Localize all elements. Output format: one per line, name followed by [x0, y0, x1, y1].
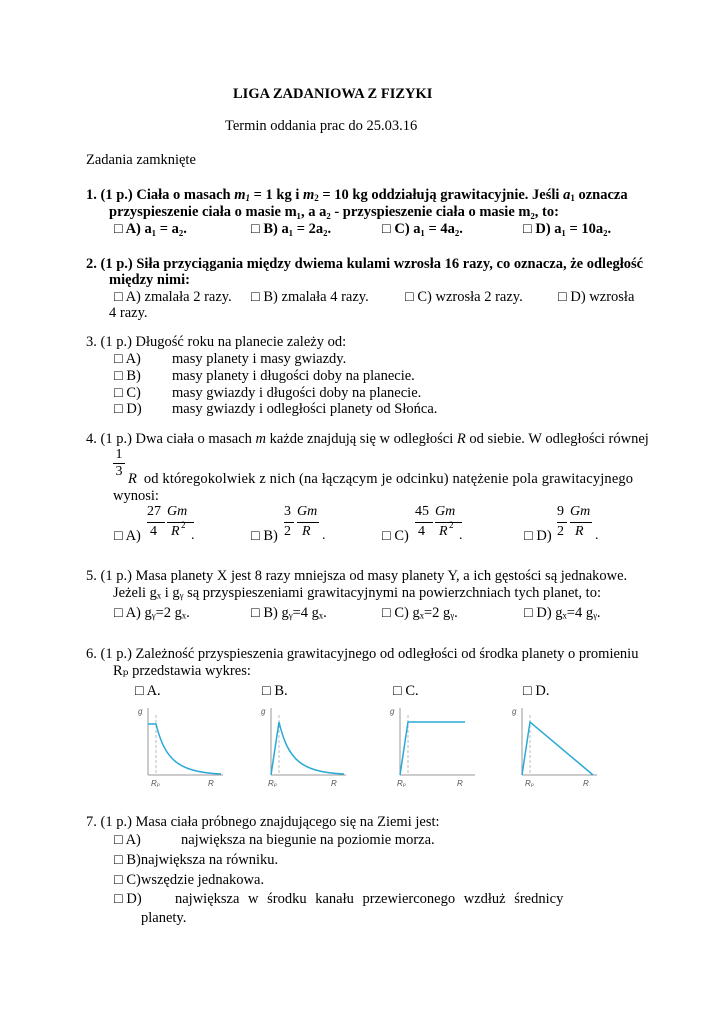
axis-g-label: g — [390, 707, 395, 716]
q2-option-c[interactable]: □ C) wzrosła 2 razy. — [405, 289, 523, 305]
axis-r-label: R — [331, 779, 337, 788]
rp-label: Rₚ — [525, 779, 535, 788]
q4-option-c[interactable]: □ C) — [382, 528, 409, 544]
q1-option-a[interactable]: □ A) a₁ = a₂. — [114, 221, 187, 237]
q4-option-a[interactable]: □ A) — [114, 528, 141, 544]
q2-option-a[interactable]: □ A) zmalała 2 razy. — [114, 289, 232, 305]
q3-option-d[interactable]: □ D) — [114, 401, 142, 417]
q6-graph-b — [256, 700, 356, 795]
q1-line2: przyspieszenie ciała o masie m₁, a a₂ - przyspieszenie ciała o masie m₂, to: — [109, 204, 559, 220]
page-title: LIGA ZADANIOWA Z FIZYKI — [233, 86, 433, 102]
axis-r-label: R — [583, 779, 589, 788]
axis-g-label: g — [512, 707, 517, 716]
q7-text-d-cont: planety. — [141, 910, 187, 926]
q5-line1: 5. (1 p.) Masa planety X jest 8 razy mniejsza od masy planety Y, a ich gęstości są jednakowe. — [86, 568, 628, 584]
q6-graph-c — [385, 700, 485, 795]
q5-option-b[interactable]: □ B) gᵧ=4 gₓ. — [251, 605, 327, 621]
q3-option-c[interactable]: □ C) — [114, 385, 141, 401]
q1-line1: 1. (1 p.) Ciała o masach $m_1 = 1$ kg i $m_2 = 10$ kg oddziałują grawitacyjnie. Jeśli $a_1$ oznacza — [86, 187, 628, 203]
axis-r-label: R — [457, 779, 463, 788]
q2-option-d[interactable]: □ D) wzrosła — [558, 289, 635, 305]
section-heading: Zadania zamknięte — [86, 152, 196, 168]
q6-curve-a — [148, 724, 221, 774]
q2-option-b[interactable]: □ B) zmalała 4 razy. — [251, 289, 369, 305]
rp-label: Rₚ — [268, 779, 278, 788]
rp-label: Rₚ — [397, 779, 407, 788]
q3-text-d: masy gwiazdy i odległości planety od Słońca. — [172, 401, 438, 417]
q7-option-b[interactable]: □ B)największa na równiku. — [114, 852, 279, 868]
q6-graph-d — [507, 700, 607, 795]
q1-option-d[interactable]: □ D) a₁ = 10a₂. — [523, 221, 612, 237]
q3-line1: 3. (1 p.) Długość roku na planecie zależy od: — [86, 334, 347, 350]
q6-curve-c — [400, 722, 465, 775]
q3-text-c: masy gwiazdy i długości doby na planecie. — [172, 385, 422, 401]
q4-fraction-one-third: $\frac{1}{3}$ — [113, 447, 125, 480]
q4-option-b[interactable]: □ B) — [251, 528, 278, 544]
q4-line3: wynosi: — [113, 488, 159, 504]
q6-curve-b — [271, 722, 344, 775]
q4-line2: R od któregokolwiek z nich (na łączącym je odcinku) natężenie pola grawitacyjnego — [128, 471, 634, 487]
q7-text-a: największa na biegunie na poziomie morza. — [181, 832, 435, 848]
q6-graph-a — [133, 700, 233, 795]
q6-line1: 6. (1 p.) Zależność przyspieszenia grawitacyjnego od odległości od środka planety o promieniu — [86, 646, 639, 662]
q1-option-c[interactable]: □ C) a₁ = 4a₂. — [382, 221, 463, 237]
rp-label: Rₚ — [151, 779, 161, 788]
q5-option-d[interactable]: □ D) gₓ=4 gᵧ. — [524, 605, 601, 621]
q1-option-b[interactable]: □ B) a₁ = 2a₂. — [251, 221, 332, 237]
q5-option-c[interactable]: □ C) gₓ=2 gᵧ. — [382, 605, 458, 621]
q5-line2: Jeżeli gₓ i gᵧ są przyspieszeniami grawitacyjnymi na powierzchniach tych planet, to: — [113, 585, 601, 601]
q6-option-a[interactable]: □ A. — [135, 683, 161, 699]
q6-option-d[interactable]: □ D. — [523, 683, 550, 699]
q5-option-a[interactable]: □ A) gᵧ=2 gₓ. — [114, 605, 190, 621]
q6-curve-d — [522, 722, 593, 775]
q6-option-b[interactable]: □ B. — [262, 683, 288, 699]
q7-option-c[interactable]: □ C)wszędzie jednakowa. — [114, 872, 265, 888]
q6-option-c[interactable]: □ C. — [393, 683, 419, 699]
axis-g-label: g — [261, 707, 266, 716]
q4-option-d[interactable]: □ D) — [524, 528, 552, 544]
q2-line2: między nimi: — [109, 272, 190, 288]
q3-text-b: masy planety i długości doby na planecie. — [172, 368, 415, 384]
q3-text-a: masy planety i masy gwiazdy. — [172, 351, 347, 367]
q7-option-d[interactable]: □ D) — [114, 891, 142, 907]
axis-r-label: R — [208, 779, 214, 788]
axis-g-label: g — [138, 707, 143, 716]
q2-line1: 2. (1 p.) Siła przyciągania między dwiema kulami wzrosła 16 razy, co oznacza, że odległość — [86, 256, 644, 272]
q3-option-a[interactable]: □ A) — [114, 351, 141, 367]
q7-option-a[interactable]: □ A) — [114, 832, 141, 848]
q6-line2: Rₚ przedstawia wykres: — [113, 663, 251, 679]
deadline: Termin oddania prac do 25.03.16 — [225, 118, 418, 134]
q7-text-d: największa w środku kanału przewierconego wzdłuż średnicy — [175, 891, 564, 907]
q4-line1: 4. (1 p.) Dwa ciała o masach m każde znajdują się w odległości R od siebie. W odległości równej — [86, 431, 649, 447]
q7-line1: 7. (1 p.) Masa ciała próbnego znajdującego się na Ziemi jest: — [86, 814, 440, 830]
q3-option-b[interactable]: □ B) — [114, 368, 141, 384]
q2-continuation: 4 razy. — [109, 305, 148, 321]
